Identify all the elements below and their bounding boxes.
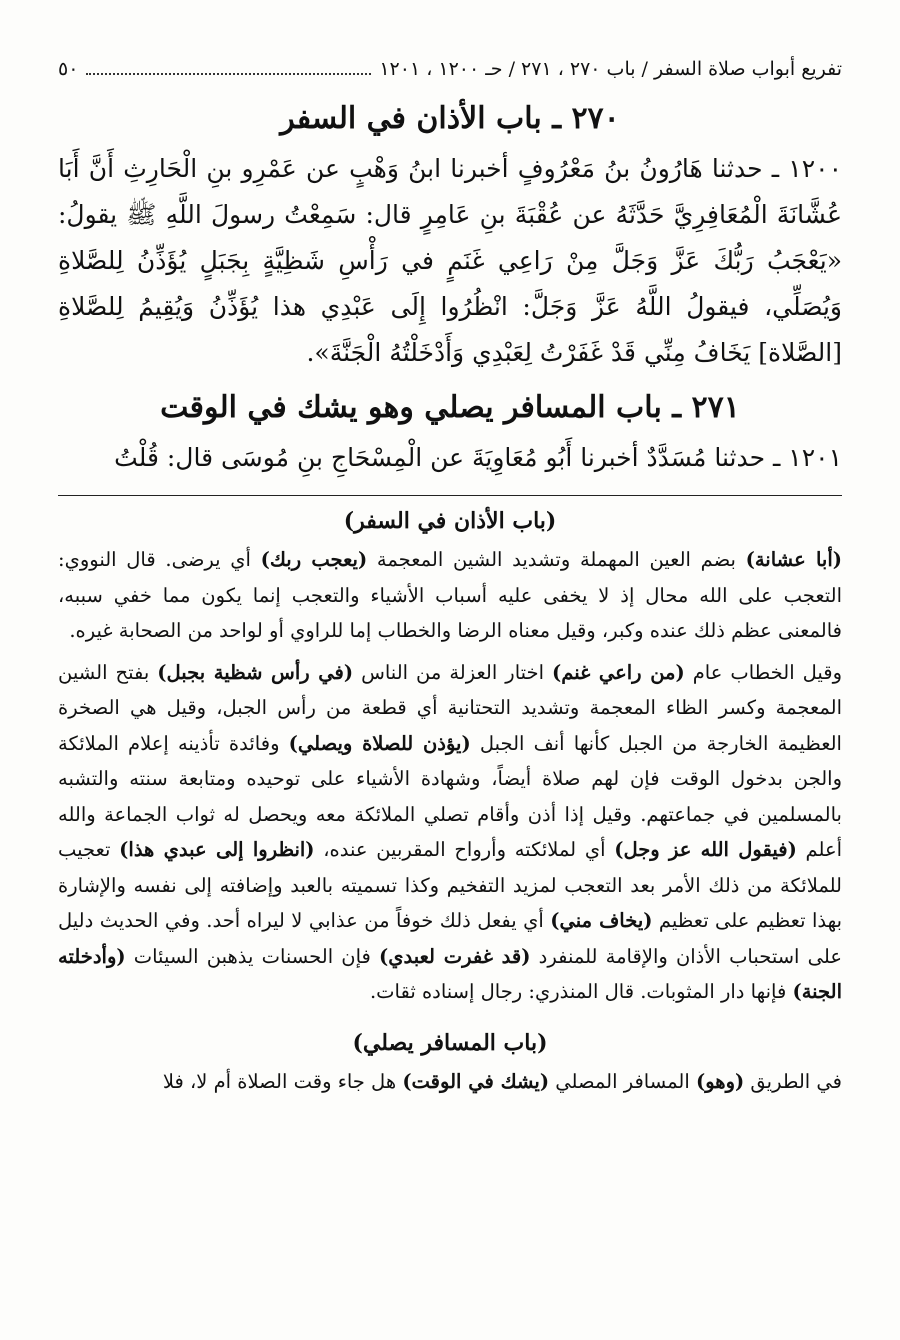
- commentary-paragraph-3: [58, 1064, 842, 1100]
- commentary-section-2-title: (باب المسافر يصلي): [352, 1029, 548, 1056]
- commentary-text: أي يرضى. قال النووي: التعجب على الله محال إذ لا يخفى عليه أسباب الأشياء والتعجب إنما يكون مما خفي سببه، فالمعنى عظم ذلك عنده وكبر، وقيل معناه الرضا والخطاب إما للراوي أو لواحد من الصحابة غيره.: [58, 548, 842, 642]
- chapter-271-title: ٢٧١ ـ باب المسافر يصلي وهو يشك في الوقت: [160, 390, 740, 425]
- commentary-text: المسافر المصلي: [549, 1069, 696, 1093]
- commentary-text: بضم العين المهملة وتشديد الشين المعجمة: [367, 548, 746, 571]
- commentary-text: هل جاء وقت الصلاة أم لا، فلا: [162, 1069, 403, 1093]
- commentary-text: وفائدة تأذينه إعلام الملائكة والجن بدخول الوقت فإن لهم صلاة أيضاً، وشهادة الأشياء على توحيده ومتابعة سنته والتشبه بالمسلمين في جماعتهم. وقيل إذا أذن وأقام تصلي الملائكة معه ويحصل له ثواب الجماعة والله أعلم: [58, 731, 842, 861]
- quoted-term: (يؤذن للصلاة ويصلي): [288, 731, 471, 755]
- quoted-term: (قد غفرت لعبدي): [379, 944, 531, 968]
- commentary-text: تعجيب للملائكة من ذلك الأمر بعد التعجب لمزيد التفخيم وكذا تسميته بالعبد وإضافته إلى نفسه والإشارة بهذا تعظيم على تعظيم: [58, 838, 843, 932]
- commentary-text: فإن الحسنات يذهبن السيئات: [125, 944, 380, 968]
- quoted-term: (من راعي غنم): [552, 660, 685, 684]
- footnote-divider: [58, 495, 842, 496]
- quoted-term: (وهو): [695, 1069, 745, 1093]
- quoted-term: (انظروا إلى عبدي هذا): [119, 838, 315, 861]
- header-dot-leader: [86, 73, 371, 75]
- commentary-text: أي يفعل ذلك خوفاً من عذابي لا ليراه أحد. وفي الحديث دليل على استحباب الأذان والإقامة للمنفرد: [58, 909, 842, 968]
- hadith-1201: ١٢٠١ ـ حدثنا مُسَدَّدٌ أخبرنا أَبُو مُعَاوِيَةَ عن الْمِسْحَاجِ بنِ مُوسَى قال: قُلْتُ: [114, 443, 842, 472]
- chapter-270-title: ٢٧٠ ـ باب الأذان في السفر: [280, 101, 620, 136]
- quoted-term: (في رأس شظية بجبل): [157, 660, 354, 684]
- hadith-1200: ١٢٠٠ ـ حدثنا هَارُونُ بنُ مَعْرُوفٍ أخبرنا ابنُ وَهْبٍ عن عَمْرِو بنِ الْحَارِثِ أَنَّ أَبَا عُشَّانَةَ الْمُعَافِرِيَّ حَدَّثَهُ عن عُقْبَةَ بنِ عَامِرٍ قال: سَمِعْتُ رسولَ اللَّهِ ﷺ يقولُ: «يَعْجَبُ رَبُّكَ عَزَّ وَجَلَّ مِنْ رَاعِي غَنَمٍ في رَأْسِ شَظِيَّةٍ بِجَبَلٍ يُؤَذِّنُ لِلصَّلاةِ وَيُصَلِّي، فيقولُ اللَّهُ عَزَّ وَجَلَّ: انْظُرُوا إِلَى عَبْدِي هذا يُؤَذِّنُ وَيُقِيمُ لِلصَّلاةِ [الصَّلاة] يَخَافُ مِنِّي قَدْ غَفَرْتُ لِعَبْدِي وَأَدْخَلْتُهُ الْجَنَّةَ».: [58, 154, 842, 367]
- quoted-term: (فيقول الله عز وجل): [614, 838, 797, 861]
- commentary-text: أي لملائكته وأرواح المقربين عنده،: [314, 838, 615, 861]
- running-title: تفريع أبواب صلاة السفر / باب ٢٧٠ ، ٢٧١ / حـ ١٢٠٠ ، ١٢٠١: [379, 58, 842, 80]
- commentary-text: فإنها دار المثوبات. قال المنذري: رجال إسناده ثقات.: [369, 980, 793, 1003]
- running-header: [58, 58, 842, 87]
- section-spacer: [58, 1016, 842, 1024]
- commentary-text: وقيل الخطاب عام: [684, 660, 843, 684]
- commentary-text: بفتح الشين المعجمة وكسر الظاء المعجمة وتشديد التحتانية أي قطعة من رأس الجبل، وقيل هي الصخرة العظيمة الخارجة من الجبل كأنها أنف الجبل: [58, 660, 842, 755]
- commentary-text: في الطريق: [744, 1069, 842, 1093]
- commentary-text: اختار العزلة من الناس: [353, 660, 552, 684]
- commentary-paragraph-2: [58, 655, 842, 1010]
- quoted-term: (وأدخلته الجنة): [58, 944, 842, 1003]
- quoted-term: (أبا عشانة): [745, 548, 842, 571]
- commentary-section-1-title: (باب الأذان في السفر): [343, 508, 557, 534]
- quoted-term: (يعجب ربك): [260, 548, 368, 571]
- quoted-term: (يشك في الوقت): [402, 1069, 550, 1093]
- page-number: ٥٠: [58, 58, 79, 80]
- quoted-term: (يخاف مني): [550, 909, 653, 932]
- commentary-paragraph-1: [58, 542, 842, 649]
